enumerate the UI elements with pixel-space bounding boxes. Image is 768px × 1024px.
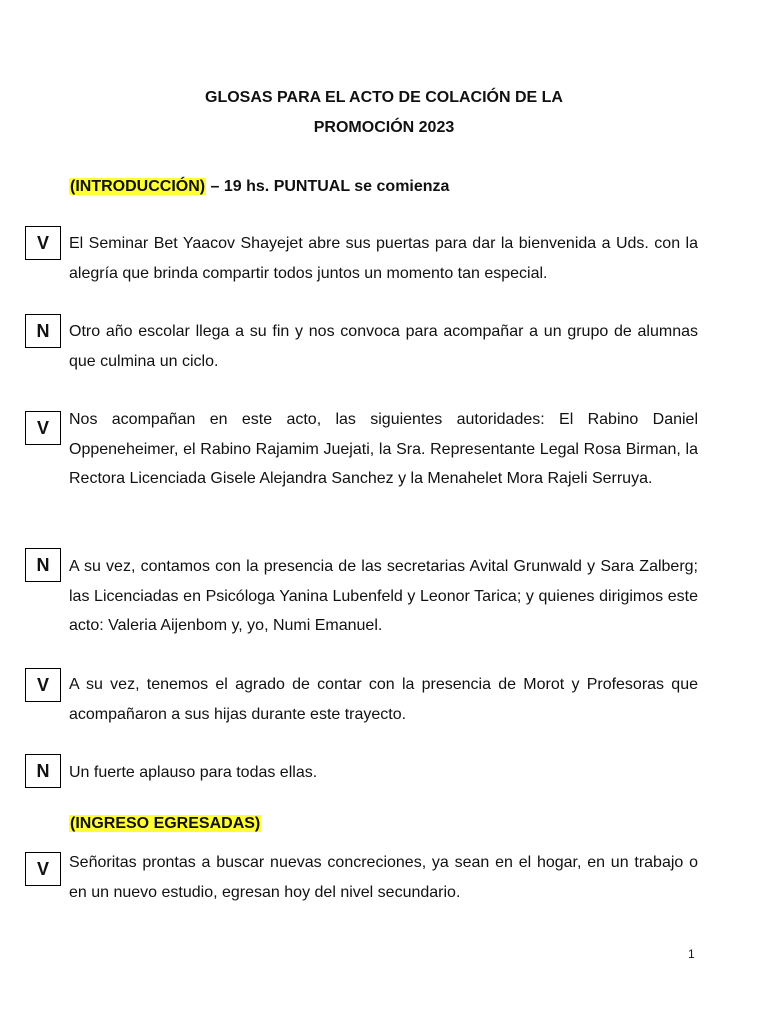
speaker-box: N — [25, 314, 61, 348]
section-introduccion — [69, 177, 449, 197]
speaker-box: N — [25, 548, 61, 582]
paragraph: Otro año escolar llega a su fin y nos convoca para acompañar a un grupo de alumnas que culmina un ciclo. — [69, 323, 698, 370]
speaker-box: V — [25, 668, 61, 702]
page-number: 1 — [688, 947, 695, 961]
title-line-1: GLOSAS PARA EL ACTO DE COLACIÓN DE LA — [205, 89, 563, 106]
paragraph: Un fuerte aplauso para todas ellas. — [69, 764, 318, 781]
title-line-2: PROMOCIÓN 2023 — [313, 119, 455, 136]
speaker-box: V — [25, 411, 61, 445]
paragraph: El Seminar Bet Yaacov Shayejet abre sus puertas para dar la bienvenida a Uds. con la alegría que brinda compartir todos juntos un momento tan especial. — [69, 235, 698, 282]
paragraph: Nos acompañan en este acto, las siguientes autoridades: El Rabino Daniel Oppeneheimer, el Rabino Rajamim Juejati, la Sra. Representante Legal Rosa Birman, la Rectora Licenciada Gisele Alejandra Sanchez y la Menahelet Mora Rajeli Serruya. — [69, 411, 698, 487]
paragraph: Señoritas prontas a buscar nuevas concreciones, ya sean en el hogar, en un trabajo o en un nuevo estudio, egresan hoy del nivel secundario. — [69, 854, 698, 901]
speaker-box: V — [25, 226, 61, 260]
section-note: – 19 hs. PUNTUAL se comienza — [206, 178, 450, 195]
section-label-highlighted: (INGRESO EGRESADAS) — [70, 815, 261, 832]
section-label-highlighted: (INTRODUCCIÓN) — [70, 178, 206, 195]
paragraph: A su vez, tenemos el agrado de contar con la presencia de Morot y Profesoras que acompañaron a sus hijas durante este trayecto. — [69, 676, 698, 723]
paragraph: A su vez, contamos con la presencia de las secretarias Avital Grunwald y Sara Zalberg; las Licenciadas en Psicóloga Yanina Lubenfeld y Leonor Tarica; y quienes dirigimos este acto: Valeria Aijenbom y, yo, Numi Emanuel. — [69, 558, 698, 634]
section-ingreso-egresadas — [69, 814, 261, 834]
speaker-box: V — [25, 852, 61, 886]
speaker-box: N — [25, 754, 61, 788]
